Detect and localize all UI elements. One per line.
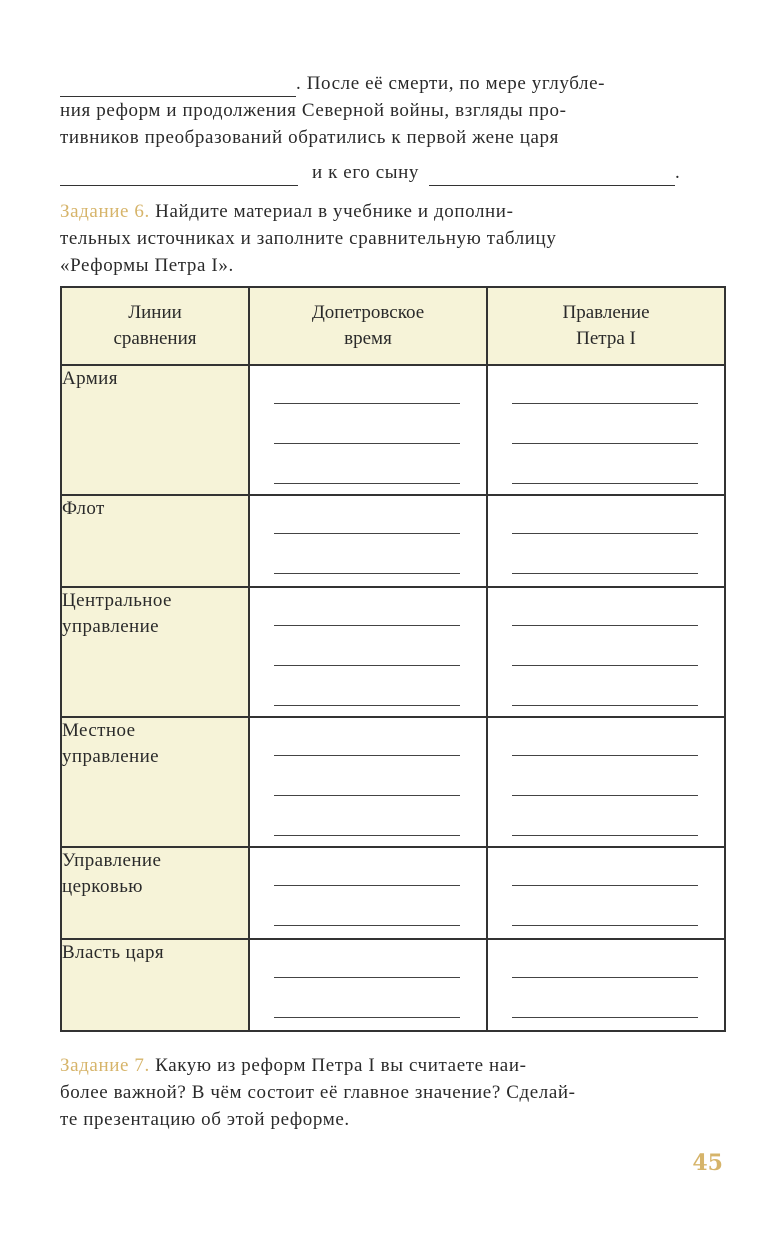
intro-line-1 (60, 70, 724, 97)
answer-cell[interactable] (487, 495, 725, 587)
intro-text-3: тивников преобразований обратились к первой жене царя (60, 127, 559, 148)
table-row (61, 847, 725, 939)
answer-cell[interactable] (249, 365, 487, 495)
table-row (61, 939, 725, 1031)
intro-text-4-end: . (674, 162, 681, 183)
task-6-text-1: Найдите материал в учебнике и дополни- (149, 201, 514, 222)
task-7 (60, 1052, 724, 1133)
answer-blank[interactable] (429, 167, 675, 186)
row-label-fleet: Флот (61, 495, 249, 587)
answer-cell[interactable] (249, 587, 487, 717)
header-pre-petrine: Допетровское время (249, 287, 487, 365)
task-6-text-3: «Реформы Петра I». (60, 255, 234, 276)
answer-cell[interactable] (249, 939, 487, 1031)
row-label-army: Армия (61, 365, 249, 495)
intro-text-1: . После её смерти, по мере углубле- (296, 73, 606, 94)
table-row (61, 495, 725, 587)
answer-blank[interactable] (60, 78, 296, 97)
intro-line-4 (60, 159, 724, 186)
answer-blank[interactable] (60, 167, 298, 186)
task-7-text-3: те презентацию об этой реформе. (60, 1109, 350, 1130)
row-label-church-government: Управление церковью (61, 847, 249, 939)
row-label-central-government: Центральное управление (61, 587, 249, 717)
table-row (61, 365, 725, 495)
header-peter-reign: Правление Петра I (487, 287, 725, 365)
table-row (61, 587, 725, 717)
answer-cell[interactable] (487, 717, 725, 847)
row-label-local-government: Местное управление (61, 717, 249, 847)
page-number: 45 (692, 1150, 723, 1176)
task-7-label: Задание 7. (60, 1055, 150, 1076)
intro-paragraph (60, 70, 724, 186)
answer-cell[interactable] (487, 939, 725, 1031)
answer-cell[interactable] (487, 587, 725, 717)
table-row (61, 717, 725, 847)
intro-text-2: ния реформ и продолжения Северной войны, взгляды про- (60, 100, 567, 121)
answer-cell[interactable] (249, 717, 487, 847)
task-6 (60, 198, 724, 279)
answer-cell[interactable] (249, 495, 487, 587)
answer-cell[interactable] (249, 847, 487, 939)
answer-cell[interactable] (487, 847, 725, 939)
task-7-text-1: Какую из реформ Петра I вы считаете наи- (149, 1055, 527, 1076)
answer-cell[interactable] (487, 365, 725, 495)
task-6-label: Задание 6. (60, 201, 150, 222)
task-7-text-2: более важной? В чём состоит её главное значение? Сделай- (60, 1082, 576, 1103)
table-header-row (61, 287, 725, 365)
comparison-table (60, 286, 726, 1032)
intro-text-4: и к его сыну (312, 162, 419, 183)
header-comparison-lines: Линии сравнения (61, 287, 249, 365)
task-6-text-2: тельных источниках и заполните сравнительную таблицу (60, 228, 557, 249)
row-label-tsar-power: Власть царя (61, 939, 249, 1031)
